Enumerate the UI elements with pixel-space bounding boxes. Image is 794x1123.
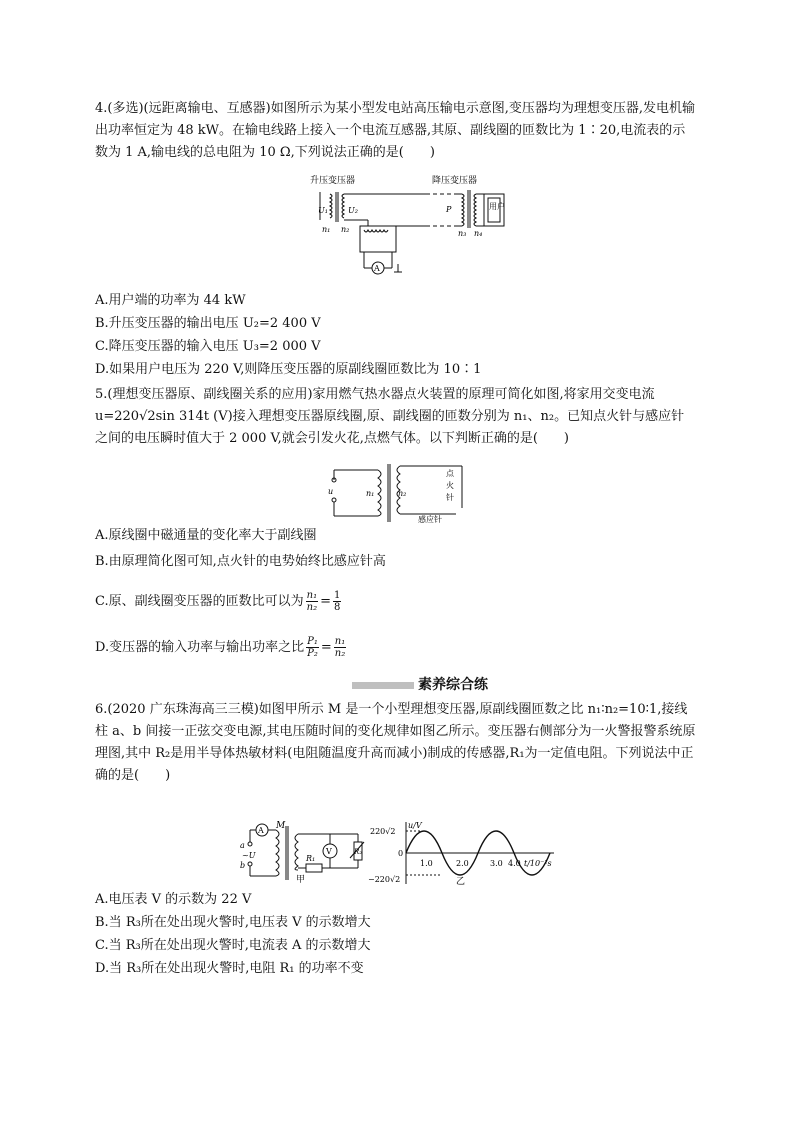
- q5-optc-frac: $\frac{\text{n₁}}{\text{n₂}}$: [306, 590, 318, 613]
- q6-zero: 0: [398, 849, 404, 858]
- q6-m: M: [276, 821, 286, 831]
- q4-label-step-down: 降压变压器: [432, 176, 478, 186]
- q4-user-label: 用户: [489, 202, 505, 211]
- svg-text:P: P: [446, 205, 452, 214]
- q6-a: a: [240, 841, 245, 850]
- q4-meter-a: A: [374, 264, 380, 273]
- q5-option-c: C.原、副线圈变压器的匝数比可以为 $\frac{\text{n₁}}{\text{n₂}}$ = $\frac{1}{8}$: [95, 590, 341, 613]
- q4-u2: U₂: [348, 206, 358, 215]
- q4-u1: U₁: [318, 206, 328, 215]
- q5-optd-frac: $\frac{\text{P₁}}{\text{P₂}}$: [307, 636, 318, 659]
- q4-option-c: C.降压变压器的输入电压 U₃=2 000 V: [95, 339, 321, 354]
- q4-option-b: B.升压变压器的输出电压 U₂=2 400 V: [95, 316, 321, 331]
- q6-option-d: D.当 R₃所在处出现火警时,电阻 R₁ 的功率不变: [95, 961, 364, 976]
- q4-n4: n₄: [474, 229, 483, 238]
- q6-figure-circuit: [236, 820, 366, 884]
- q6-b: b: [240, 861, 246, 870]
- q5-optd-ratio: $\frac{\text{n₁}}{\text{n₂}}$: [334, 636, 346, 659]
- q6-ymin: −220√2: [368, 875, 401, 884]
- q4-n2: n₂: [341, 225, 350, 234]
- q6-stem: 6.(2020 广东珠海高三三模)如图甲所示 M 是一个小型理想变压器,原副线圈匝数之比 n₁∶n₂=10∶1,接线柱 a、b 间接一正弦交变电源,其电压随时间的变化规律如图乙所示。变压器右侧部分为一火警报警系统原理图,其中 R₂是用半导体热敏材料(电阻随温度升高而减小)制成的传感器,R₁为一定值电阻。下列说法中正确的是( ): [95, 702, 696, 783]
- q6-figure-waveform: [368, 818, 568, 888]
- q5-optc-text: C.原、副线圈变压器的匝数比可以为: [95, 594, 304, 609]
- q5-option-a: A.原线圈中磁通量的变化率大于副线圈: [95, 528, 317, 543]
- q5-sense-label: 感应针: [418, 515, 442, 524]
- q4-option-a: A.用户端的功率为 44 kW: [95, 293, 246, 308]
- q5-ignite-3: 针: [446, 493, 454, 502]
- q6-r2: R₂: [354, 848, 363, 856]
- q5-n1: n₁: [366, 489, 375, 498]
- q5-ignite-2: 火: [446, 481, 454, 490]
- q4-option-d: D.如果用户电压为 220 V,则降压变压器的原副线圈匝数比为 10∶1: [95, 362, 482, 377]
- q6-tick-2: 2.0: [456, 859, 469, 868]
- q6-option-a: A.电压表 V 的示数为 22 V: [95, 892, 252, 907]
- q4-n3: n₃: [458, 229, 467, 238]
- section-title: 素养综合练: [418, 677, 488, 693]
- q6-tick-3: 3.0: [490, 859, 503, 868]
- q6-ylabel: u/V: [408, 821, 422, 830]
- q5-u: u: [328, 487, 334, 496]
- q6-u: ~U: [242, 851, 256, 860]
- q6-tick-1: 1.0: [420, 859, 433, 868]
- q5-optd-text: D.变压器的输入功率与输出功率之比: [95, 640, 305, 655]
- q6-option-c: C.当 R₃所在处出现火警时,电流表 A 的示数增大: [95, 938, 371, 953]
- section-bar: [352, 682, 414, 689]
- q6-ymax: 220√2: [370, 827, 396, 836]
- q5-figure-igniter: [326, 460, 470, 524]
- q5-option-b: B.由原理简化图可知,点火针的电势始终比感应针高: [95, 554, 386, 569]
- q4-label-step-up: 升压变压器: [310, 176, 356, 186]
- q5-stem: 5.(理想变压器原、副线圈关系的应用)家用燃气热水器点火装置的原理可简化如图,将家用交变电流 u=220√2sin 314t (V)接入理想变压器原线圈,原、副线圈的匝数分别为 n₁、n₂。已知点火针与感应针之间的电压瞬时值大于 2 000 V,就会引发火花,点燃气体。以下判断正确的是( ): [95, 387, 685, 446]
- q6-voltmeter: V: [326, 847, 332, 856]
- q6-option-b: B.当 R₃所在处出现火警时,电压表 V 的示数增大: [95, 915, 371, 930]
- q6-tick-4: 4.0: [508, 859, 521, 868]
- q6-r1: R₁: [306, 854, 316, 863]
- q6-xlabel: t/10⁻²s: [524, 859, 552, 868]
- q5-ignite-1: 点: [446, 469, 454, 478]
- q6-ammeter: A: [258, 826, 264, 835]
- q5-optc-ratio: $\frac{1}{8}$: [333, 590, 341, 613]
- q4-figure-transmission: [308, 172, 508, 280]
- q5-option-d: D.变压器的输入功率与输出功率之比 $\frac{\text{P₁}}{\text{P₂}}$ = $\frac{\text{n₁}}{\text{n₂}}$: [95, 636, 346, 659]
- q6-caption-a: 甲: [296, 875, 306, 884]
- q4-stem: 4.(多选)(远距离输电、互感器)如图所示为某小型发电站高压输电示意图,变压器均为理想变压器,发电机输出功率恒定为 48 kW。在输电线路上接入一个电流互感器,其原、副线圈的匝数比为 1∶20,电流表的示数为 1 A,输电线的总电阻为 10 Ω,下列说法正确的是( ): [95, 101, 695, 160]
- q6-caption-b: 乙: [456, 877, 466, 887]
- q4-n1: n₁: [322, 225, 331, 234]
- q5-n2: n₂: [398, 489, 407, 498]
